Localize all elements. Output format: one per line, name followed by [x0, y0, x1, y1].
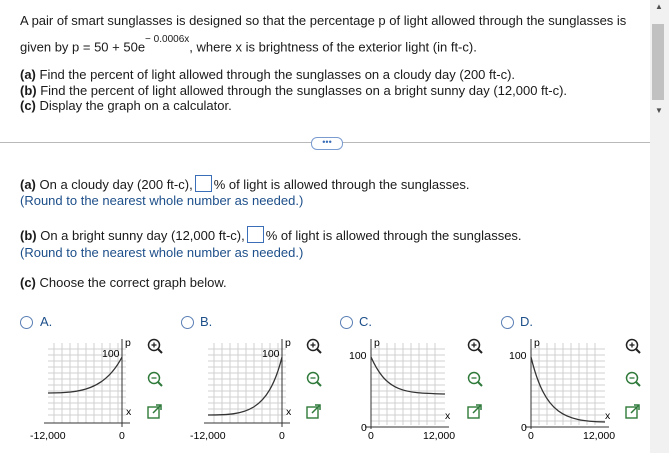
- x-min-label: -12,000: [30, 430, 66, 442]
- zoom-out-icon[interactable]: [624, 370, 642, 388]
- answer-c-text: Choose the correct graph below.: [35, 275, 227, 290]
- answer-a-label: (a): [20, 177, 36, 192]
- problem-line-1: A pair of smart sunglasses is designed so that the percentage p of light allowed through the sunglasses is: [20, 13, 627, 28]
- zoom-in-icon[interactable]: [146, 337, 164, 355]
- part-a-text: Find the percent of light allowed through the sunglasses on a cloudy day (200 ft-c).: [35, 67, 516, 82]
- part-b-text: Find the percent of light allowed through the sunglasses on a bright sunny day (12,000 ft-c).: [36, 83, 568, 98]
- popout-icon[interactable]: [624, 403, 642, 421]
- x-min-label: -12,000: [190, 430, 226, 442]
- answer-a-input[interactable]: [195, 175, 212, 192]
- p-label: p: [285, 337, 291, 349]
- graph-grid: [531, 343, 605, 425]
- x-max-label: 0: [119, 430, 125, 442]
- zoom-in-icon[interactable]: [624, 337, 642, 355]
- curve: [208, 357, 282, 415]
- popout-icon[interactable]: [305, 403, 323, 421]
- y-top-label: 100: [509, 350, 527, 362]
- scroll-down-arrow-icon[interactable]: ▼: [655, 106, 663, 115]
- formula-exponent: − 0.0006x: [145, 34, 190, 45]
- option-b-graph: [190, 335, 310, 445]
- x-max-label: 12,000: [423, 430, 456, 442]
- part-b-label: (b): [20, 83, 37, 98]
- y-bottom-label: 0: [361, 422, 367, 434]
- zoom-out-icon[interactable]: [466, 370, 484, 388]
- formula-text: given by p = 50 + 50e: [20, 39, 146, 55]
- option-b-label[interactable]: B.: [200, 314, 213, 329]
- part-c-text: Display the graph on a calculator.: [35, 98, 232, 113]
- answer-a-hint: (Round to the nearest whole number as needed.): [20, 193, 304, 208]
- x-label: x: [445, 410, 451, 422]
- y-bottom-label: 0: [521, 422, 527, 434]
- popout-icon[interactable]: [466, 403, 484, 421]
- answer-b-label: (b): [20, 228, 37, 243]
- answer-a-row: [20, 175, 470, 193]
- answer-a-pre: On a cloudy day (200 ft-c),: [35, 177, 193, 192]
- scrollbar-thumb[interactable]: [652, 24, 664, 100]
- option-c-label[interactable]: C.: [359, 314, 372, 329]
- option-c-graph: [345, 335, 465, 445]
- zoom-out-icon[interactable]: [305, 370, 323, 388]
- graph-grid: [371, 343, 445, 425]
- answer-c-row: [20, 275, 227, 291]
- option-a-radio[interactable]: [20, 316, 33, 329]
- popout-icon[interactable]: [146, 403, 164, 421]
- x-min-label: 0: [528, 430, 534, 442]
- answer-a-post: % of light is allowed through the sunglasses.: [213, 177, 470, 192]
- p-label: p: [125, 337, 131, 349]
- option-b-radio[interactable]: [181, 316, 194, 329]
- answer-b-pre: On a bright sunny day (12,000 ft-c),: [36, 228, 245, 243]
- zoom-in-icon[interactable]: [305, 337, 323, 355]
- option-d-graph: [505, 335, 625, 445]
- x-label: x: [286, 406, 292, 418]
- option-d-label[interactable]: D.: [520, 314, 533, 329]
- x-max-label: 0: [279, 430, 285, 442]
- part-a-label: (a): [20, 67, 36, 82]
- answer-b-hint: (Round to the nearest whole number as needed.): [20, 245, 304, 260]
- answer-b-row: [20, 226, 522, 244]
- answer-c-label: (c): [20, 275, 36, 290]
- option-c-radio[interactable]: [340, 316, 353, 329]
- x-max-label: 12,000: [583, 430, 616, 442]
- curve: [48, 357, 122, 393]
- formula-description: , where x is brightness of the exterior light (in ft-c).: [189, 39, 477, 55]
- scroll-up-arrow-icon[interactable]: ▲: [655, 2, 663, 11]
- question-part-b: [20, 83, 567, 99]
- p-label: p: [534, 337, 540, 349]
- y-top-label: 100: [262, 348, 280, 360]
- problem-line-2: [20, 36, 477, 55]
- p-label: p: [374, 337, 380, 349]
- zoom-in-icon[interactable]: [466, 337, 484, 355]
- x-label: x: [126, 406, 132, 418]
- x-label: x: [605, 410, 611, 422]
- answer-b-input[interactable]: [247, 226, 264, 243]
- option-a-graph: [30, 335, 150, 445]
- question-part-c: [20, 98, 232, 114]
- more-button[interactable]: •••: [311, 137, 343, 150]
- question-part-a: [20, 67, 515, 83]
- zoom-out-icon[interactable]: [146, 370, 164, 388]
- curve: [371, 357, 445, 394]
- option-d-radio[interactable]: [501, 316, 514, 329]
- answer-b-post: % of light is allowed through the sunglasses.: [265, 228, 522, 243]
- option-a-label[interactable]: A.: [40, 314, 53, 329]
- part-c-label: (c): [20, 98, 36, 113]
- x-min-label: 0: [368, 430, 374, 442]
- y-top-label: 100: [349, 350, 367, 362]
- y-top-label: 100: [102, 348, 120, 360]
